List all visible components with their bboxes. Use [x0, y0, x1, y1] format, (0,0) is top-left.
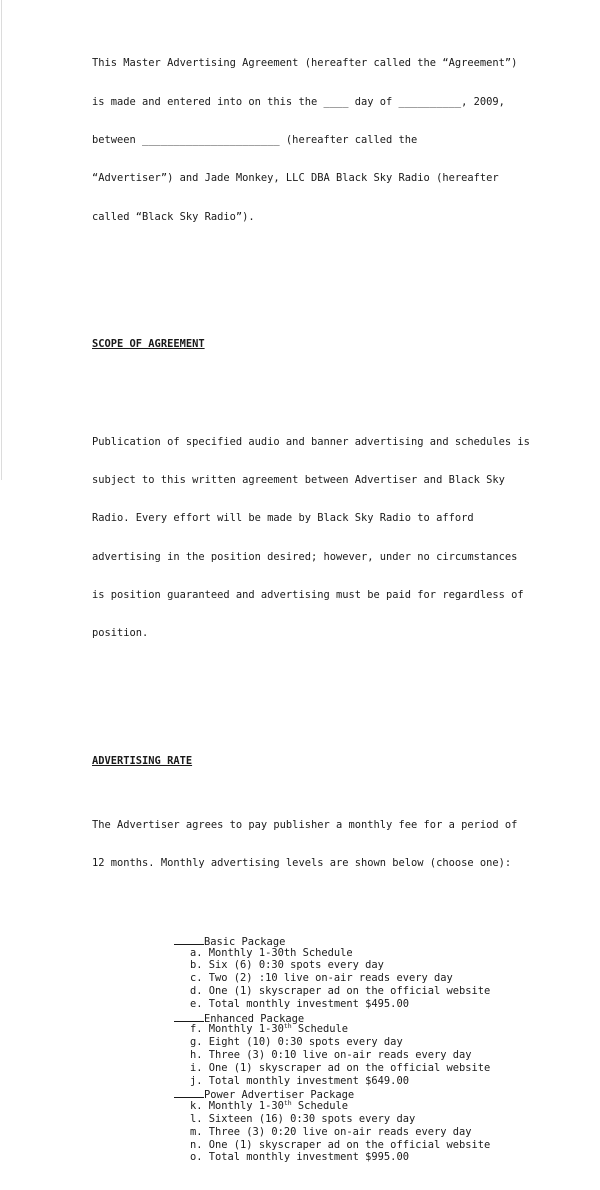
ordinal-suffix: th: [283, 1099, 292, 1108]
page-edge-divider: [1, 0, 2, 480]
package-item: [190, 1139, 592, 1152]
package-item-text-rest: Schedule: [291, 1100, 348, 1113]
package-item: [190, 998, 592, 1011]
package-item: [190, 947, 592, 960]
package-choice-blank[interactable]: [174, 1011, 204, 1022]
package-name: Power Advertiser Package: [204, 1089, 355, 1102]
package-item-text: n. One (1) skyscraper ad on the official website: [190, 1138, 491, 1151]
package-item-text: g. Eight (10) 0:30 spots every day: [190, 1036, 403, 1049]
intro-line: This Master Advertising Agreement (hereafter called the “Agreement”): [92, 57, 518, 70]
package-choice-blank[interactable]: [174, 934, 204, 945]
rate-line: The Advertiser agrees to pay publisher a monthly fee for a period of: [92, 818, 518, 831]
intro-paragraph: [92, 32, 592, 250]
package-item: [190, 1126, 592, 1139]
package-item: [190, 1151, 592, 1164]
package-item: [190, 1036, 592, 1049]
package-item: [190, 1113, 592, 1126]
package-item-text: c. Two (2) :10 live on-air reads every day: [190, 972, 453, 985]
package-name: Basic Package: [204, 935, 286, 948]
package-list: [92, 934, 592, 1164]
scope-line: is position guaranteed and advertising must be paid for regardless of: [92, 589, 524, 602]
package-item: [190, 1049, 592, 1062]
package-item: [190, 972, 592, 985]
intro-line: between ______________________ (hereafter called the: [92, 133, 418, 146]
package-option[interactable]: [174, 1087, 592, 1100]
package-item-text: j. Total monthly investment $649.00: [190, 1074, 409, 1087]
package-item: [190, 959, 592, 972]
package-item-text: l. Sixteen (16) 0:30 spots every day: [190, 1112, 416, 1125]
package-item-text: e. Total monthly investment $495.00: [190, 997, 409, 1010]
package-item: [190, 1100, 592, 1113]
package-option[interactable]: [174, 1011, 592, 1024]
scope-line: advertising in the position desired; however, under no circumstances: [92, 550, 518, 563]
package-item-text: b. Six (6) 0:30 spots every day: [190, 959, 384, 972]
package-item: [190, 1023, 592, 1036]
scope-line: subject to this written agreement between Advertiser and Black Sky: [92, 473, 505, 486]
package-option[interactable]: [174, 934, 592, 947]
package-name: Enhanced Package: [204, 1012, 305, 1025]
package-item-text: a. Monthly 1-30th Schedule: [190, 946, 353, 959]
scope-heading: SCOPE OF AGREEMENT: [92, 337, 205, 350]
ordinal-suffix: th: [283, 1022, 292, 1031]
scope-paragraph: [92, 410, 592, 666]
rate-paragraph: [92, 793, 592, 895]
package-item-text: k. Monthly 1-30: [190, 1100, 284, 1113]
package-item-text: h. Three (3) 0:10 live on-air reads every day: [190, 1048, 472, 1061]
package-item-text: o. Total monthly investment $995.00: [190, 1151, 409, 1164]
agreement-body: [92, 6, 592, 1190]
scope-line: Radio. Every effort will be made by Black Sky Radio to afford: [92, 512, 474, 525]
intro-line: “Advertiser”) and Jade Monkey, LLC DBA Black Sky Radio (hereafter: [92, 172, 499, 185]
package-item-text-rest: Schedule: [291, 1023, 348, 1036]
package-item: [190, 1062, 592, 1075]
intro-line: is made and entered into on this the ____ day of __________, 2009,: [92, 95, 505, 108]
package-item: [190, 985, 592, 998]
package-item-text: f. Monthly 1-30: [190, 1023, 284, 1036]
package-item-text: i. One (1) skyscraper ad on the official website: [190, 1061, 491, 1074]
intro-line: called “Black Sky Radio”).: [92, 210, 255, 223]
package-item: [190, 1075, 592, 1088]
scope-line: position.: [92, 627, 149, 640]
package-item-text: d. One (1) skyscraper ad on the official website: [190, 984, 491, 997]
scope-line: Publication of specified audio and banner advertising and schedules is: [92, 435, 530, 448]
package-choice-blank[interactable]: [174, 1087, 204, 1098]
rate-line: 12 months. Monthly advertising levels are shown below (choose one):: [92, 857, 512, 869]
package-item-text: m. Three (3) 0:20 live on-air reads every day: [190, 1125, 472, 1138]
rate-heading: ADVERTISING RATE: [92, 754, 193, 767]
